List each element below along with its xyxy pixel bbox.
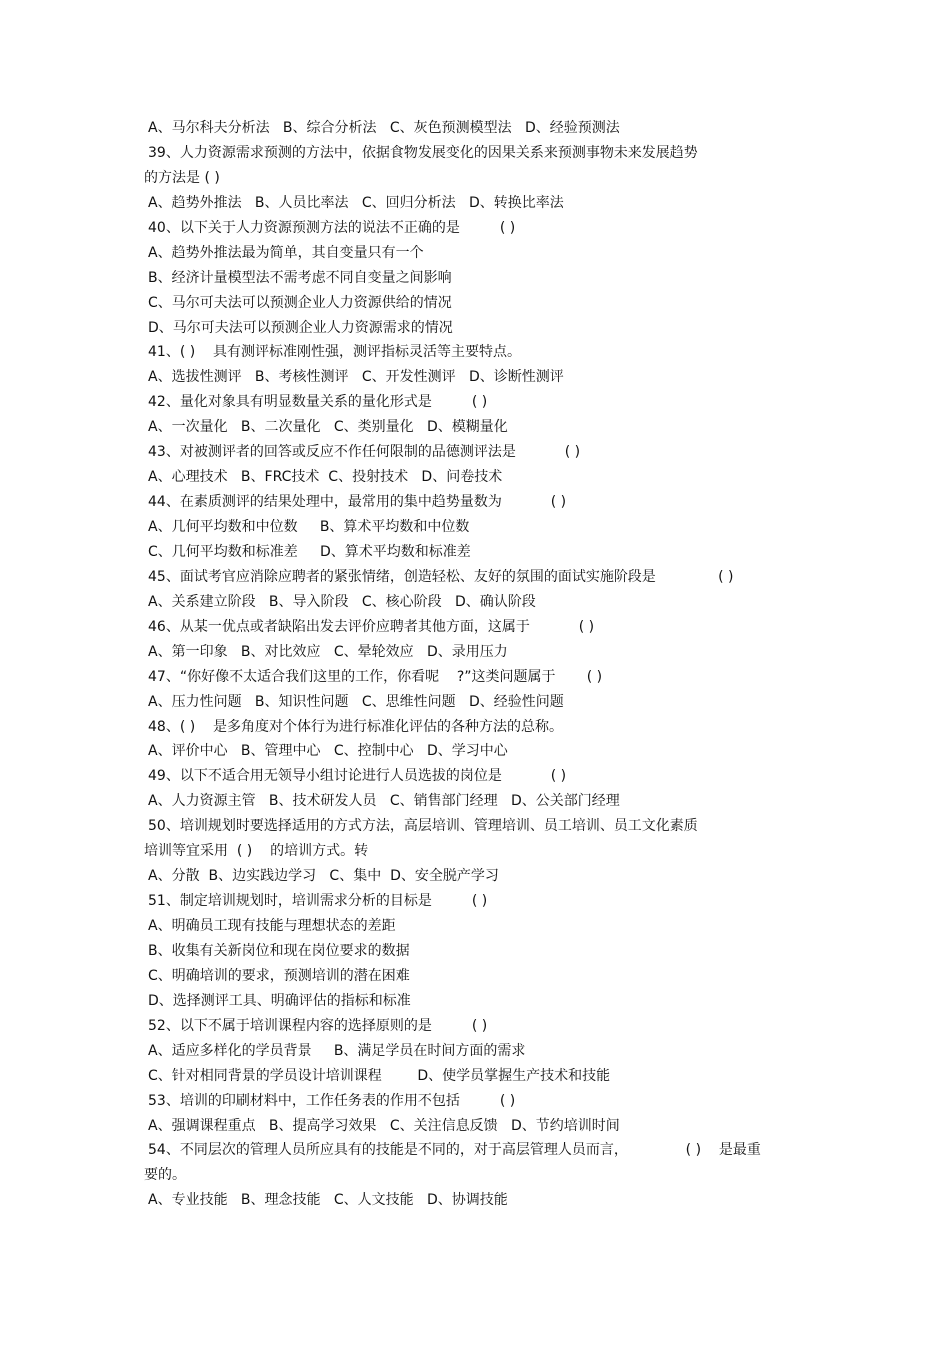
- text-line: A、第一印象 B、对比效应 C、晕轮效应 D、录用压力: [148, 643, 508, 660]
- text-line: A、评价中心 B、管理中心 C、控制中心 D、学习中心: [148, 743, 508, 760]
- question-49: 49、以下不适合用无领导小组讨论进行人员选拔的岗位是 ( ): [148, 768, 567, 785]
- question-45: 45、面试考官应消除应聘者的紧张情绪，创造轻松、友好的氛围的面试实施阶段是 ( ): [148, 568, 734, 585]
- text-line: A、专业技能 B、理念技能 C、人文技能 D、协调技能: [148, 1192, 508, 1209]
- question-52: 52、以下不属于培训课程内容的选择原则的是 ( ): [148, 1017, 488, 1034]
- text-line: D、马尔可夫法可以预测企业人力资源需求的情况: [148, 319, 453, 336]
- text-line: 的方法是 ( ): [144, 169, 220, 186]
- text-line: A、趋势外推法最为简单，其自变量只有一个: [148, 244, 424, 261]
- text-line: A、强调课程重点 B、提高学习效果 C、关注信息反馈 D、节约培训时间: [148, 1117, 620, 1134]
- text-line: A、明确员工现有技能与理想状态的差距: [148, 918, 396, 934]
- question-39: 39、人力资源需求预测的方法中，依据食物发展变化的因果关系来预测事物未来发展趋势: [148, 144, 698, 161]
- question-51: 51、制定培训规划时，培训需求分析的目标是 ( ): [148, 893, 488, 910]
- text-line: A、适应多样化的学员背景 B、满足学员在时间方面的需求: [148, 1042, 526, 1059]
- text-line: A、趋势外推法 B、人员比率法 C、回归分析法 D、转换比率法: [148, 194, 564, 211]
- text-line: A、心理技术 B、FRC技术 C、投射技术 D、问卷技术: [148, 469, 503, 486]
- question-54: 54、不同层次的管理人员所应具有的技能是不同的，对于高层管理人员而言， ( ) 是最重: [148, 1142, 761, 1159]
- question-53: 53、培训的印刷材料中，工作任务表的作用不包括 ( ): [148, 1092, 516, 1109]
- question-42: 42、量化对象具有明显数量关系的量化形式是 ( ): [148, 394, 488, 411]
- text-line: 培训等宜采用 ( ) 的培训方式。转: [144, 843, 369, 860]
- text-line: A、人力资源主管 B、技术研发人员 C、销售部门经理 D、公关部门经理: [148, 793, 620, 810]
- text-line: A、马尔科夫分析法 B、综合分析法 C、灰色预测模型法 D、经验预测法: [148, 120, 620, 136]
- question-44: 44、在素质测评的结果处理中，最常用的集中趋势量数为 ( ): [148, 494, 567, 511]
- text-line: B、经济计量模型法不需考虑不同自变量之间影响: [148, 269, 452, 286]
- question-48: 48、( ) 是多角度对个体行为进行标准化评估的各种方法的总称。: [148, 718, 563, 735]
- text-line: A、分散 B、边实践边学习 C、集中 D、安全脱产学习: [148, 868, 499, 885]
- text-line: C、明确培训的要求，预测培训的潜在困难: [148, 967, 410, 984]
- text-line: A、压力性问题 B、知识性问题 C、思维性问题 D、经验性问题: [148, 693, 564, 710]
- text-line: 要的。: [144, 1167, 186, 1184]
- text-line: A、几何平均数和中位数 B、算术平均数和中位数: [148, 519, 470, 535]
- text-line: C、几何平均数和标准差 D、算术平均数和标准差: [148, 543, 471, 560]
- text-line: A、一次量化 B、二次量化 C、类别量化 D、模糊量化: [148, 419, 508, 436]
- question-43: 43、对被测评者的回答或反应不作任何限制的品德测评法是 ( ): [148, 444, 581, 461]
- question-47: 47、“你好像不太适合我们这里的工作，你看呢 ?”这类问题属于 ( ): [148, 668, 603, 685]
- text-line: B、收集有关新岗位和现在岗位要求的数据: [148, 942, 410, 959]
- question-list: [0, 116, 950, 1213]
- text-line: C、马尔可夫法可以预测企业人力资源供给的情况: [148, 294, 452, 311]
- text-line: A、关系建立阶段 B、导入阶段 C、核心阶段 D、确认阶段: [148, 593, 536, 610]
- text-line: D、选择测评工具、明确评估的指标和标准: [148, 992, 411, 1009]
- question-50: 50、培训规划时要选择适用的方式方法，高层培训、管理培训、员工培训、员工文化素质: [148, 818, 698, 835]
- text-line: C、针对相同背景的学员设计培训课程 D、使学员掌握生产技术和技能: [148, 1067, 611, 1084]
- question-46: 46、从某一优点或者缺陷出发去评价应聘者其他方面，这属于 ( ): [148, 618, 595, 635]
- text-line: A、选拔性测评 B、考核性测评 C、开发性测评 D、诊断性测评: [148, 369, 564, 386]
- question-40: 40、以下关于人力资源预测方法的说法不正确的是 ( ): [148, 219, 516, 236]
- question-41: 41、( ) 具有测评标准刚性强，测评指标灵活等主要特点。: [148, 344, 521, 361]
